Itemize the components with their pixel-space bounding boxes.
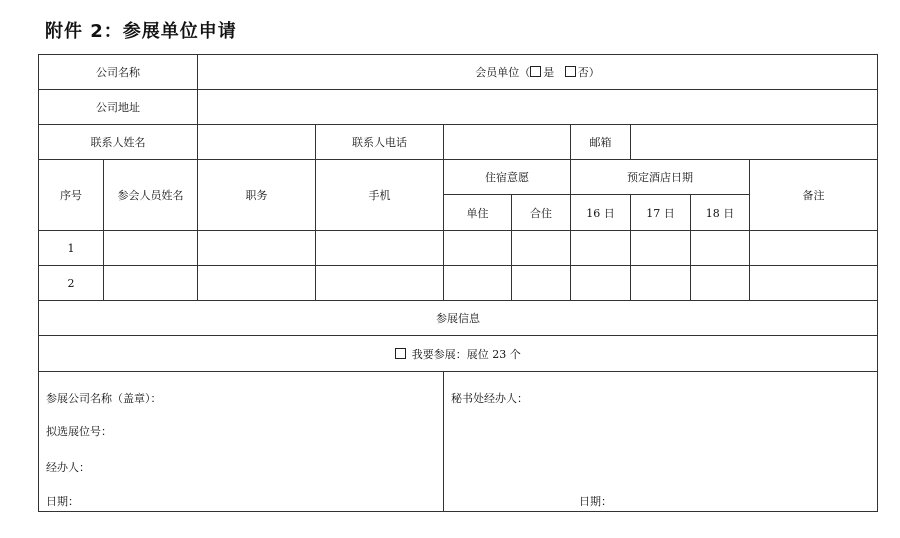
single-cell[interactable] <box>444 266 512 301</box>
secretariat-handler-label: 秘书处经办人： <box>451 392 528 405</box>
row-seq: 1 <box>39 231 104 266</box>
shared-cell[interactable] <box>512 266 571 301</box>
table-row <box>39 266 878 301</box>
company-seal-label: 参展公司名称（盖章）： <box>46 392 162 405</box>
hotel-dates-header: 预定酒店日期 <box>571 160 750 195</box>
attendee-cell[interactable] <box>104 266 198 301</box>
attendee-cell[interactable] <box>104 231 198 266</box>
row-seq: 2 <box>39 266 104 301</box>
day16-cell[interactable] <box>571 231 631 266</box>
signature-row <box>39 372 878 512</box>
lodging-header: 住宿意愿 <box>444 160 571 195</box>
exhibit-info-title: 参展信息 <box>39 301 878 336</box>
contact-phone-label: 联系人电话 <box>316 125 444 160</box>
shared-cell[interactable] <box>512 231 571 266</box>
shared-header: 合住 <box>512 195 571 231</box>
single-cell[interactable] <box>444 231 512 266</box>
no-label: 否） <box>577 66 600 79</box>
remarks-header: 备注 <box>750 160 878 231</box>
company-address-field[interactable] <box>198 90 878 125</box>
page-title: 附件 2：参展单位申请 <box>45 21 237 42</box>
booth-number-label: 拟选展位号： <box>46 425 112 438</box>
handler-label: 经办人： <box>46 461 90 474</box>
contact-name-label: 联系人姓名 <box>39 125 198 160</box>
day18-cell[interactable] <box>691 231 750 266</box>
company-address-label: 公司地址 <box>39 90 198 125</box>
position-header: 职务 <box>198 160 316 231</box>
company-address-row <box>39 90 878 125</box>
email-label: 邮箱 <box>571 125 631 160</box>
day16-header: 16 日 <box>571 195 631 231</box>
date-label-left: 日期： <box>46 495 79 508</box>
mobile-cell[interactable] <box>316 231 444 266</box>
day18-cell[interactable] <box>691 266 750 301</box>
member-unit-label: 会员单位（ <box>475 66 531 79</box>
mobile-header: 手机 <box>316 160 444 231</box>
checkbox-exhibit[interactable] <box>395 348 406 359</box>
remarks-cell[interactable] <box>750 266 878 301</box>
company-name-row <box>39 55 878 90</box>
day17-header: 17 日 <box>631 195 691 231</box>
mobile-cell[interactable] <box>316 266 444 301</box>
checkbox-yes[interactable] <box>530 66 541 77</box>
column-header-row <box>39 160 878 195</box>
day17-cell[interactable] <box>631 231 691 266</box>
email-field[interactable] <box>631 125 878 160</box>
day16-cell[interactable] <box>571 266 631 301</box>
day17-cell[interactable] <box>631 266 691 301</box>
date-label-right: 日期： <box>579 495 612 508</box>
seq-header: 序号 <box>39 160 104 231</box>
exhibit-info-row <box>39 301 878 336</box>
exhibit-apply-cell <box>39 336 878 372</box>
applicant-sign-cell <box>39 372 444 512</box>
checkbox-no[interactable] <box>565 66 576 77</box>
yes-label: 是 <box>543 66 555 79</box>
contact-name-field[interactable] <box>198 125 316 160</box>
member-unit-cell <box>198 55 878 90</box>
single-header: 单住 <box>444 195 512 231</box>
position-cell[interactable] <box>198 266 316 301</box>
attendee-header: 参会人员姓名 <box>104 160 198 231</box>
day18-header: 18 日 <box>691 195 750 231</box>
contact-row <box>39 125 878 160</box>
exhibit-apply-text: 我要参展：展位 23 个 <box>411 347 521 361</box>
application-form-table <box>38 54 878 512</box>
remarks-cell[interactable] <box>750 231 878 266</box>
secretariat-sign-cell <box>444 372 878 512</box>
table-row <box>39 231 878 266</box>
contact-phone-field[interactable] <box>444 125 571 160</box>
position-cell[interactable] <box>198 231 316 266</box>
exhibit-apply-row <box>39 336 878 372</box>
company-name-label: 公司名称 <box>39 55 198 90</box>
